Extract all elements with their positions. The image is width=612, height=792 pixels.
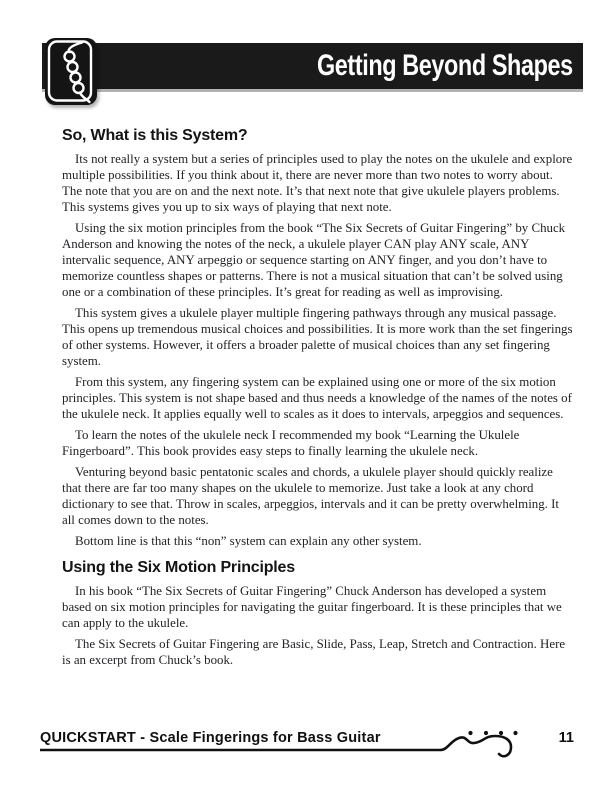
paragraph: Using the six motion principles from the book “The Six Secrets of Guitar Fingering” by Chuck Anderson and knowing the notes of the neck, a ukulele player CAN play ANY scale, ANY intervalic sequence, ANY arpeggio or sequence starting on ANY finger, and you don’t have to memorize countless shapes or patterns. There is not a musical situation that can’t be solved using one or a combination of these principles. It’s great for reading as well as improvising. (62, 221, 566, 299)
paragraph: Venturing beyond basic pentatonic scales and chords, a ukulele player should quickly realize that there are far too many shapes on the ukulele to memorize. Just take a look at any chord dictionary to see that. Throw in scales, arpeggios, intervals and it can be pretty overwhelming. It all comes down to the notes. (62, 465, 559, 527)
paragraph: This system gives a ukulele player multiple fingering pathways through any musical passage. This opens up tremendous musical choices and possibilities. It is more work than the set fingerings of other systems. However, it offers a broader palette of musical choices than any set fingering system. (62, 306, 573, 368)
chapter-header-bar (42, 43, 583, 89)
section-heading-what-is-this-system: So, What is this System? (62, 127, 248, 144)
paragraph: The Six Secrets of Guitar Fingering are Basic, Slide, Pass, Leap, Stretch and Contraction. Here is an excerpt from Chuck’s book. (62, 637, 566, 667)
paragraph: In his book “The Six Secrets of Guitar Fingering” Chuck Anderson has developed a system based on six motion principles for navigating the guitar fingerboard. It is these principles that we can apply to the ukulele. (62, 584, 562, 630)
page-number: 11 (558, 730, 574, 746)
paragraph: Its not really a system but a series of principles used to play the notes on the ukulele and explore multiple possibilities. If you think about it, there are never more than two notes to worry about. The note that you are on and the next note. It’s that next note that give ukulele players problems. This systems gives you up to six ways of playing that next note. (62, 152, 573, 214)
guitar-body-silhouette-icon (40, 725, 532, 765)
paragraph: Bottom line is that this “non” system can explain any other system. (75, 534, 422, 548)
paragraph: To learn the notes of the ukulele neck I recommended my book “Learning the Ukulele Fingerboard”. This book provides easy steps to finally learning the ukulele neck. (62, 428, 520, 458)
chapter-title: Getting Beyond Shapes (317, 49, 573, 82)
headstock-book-icon (45, 38, 97, 105)
paragraph: From this system, any fingering system can be explained using one or more of the six motion principles. This system is not shape based and thus needs a knowledge of the names of the notes of the ukulele neck. It applies equally well to scales as it does to intervals, arpeggios and sequences. (62, 375, 572, 421)
page-content (62, 126, 575, 673)
section-heading-six-motion-principles: Using the Six Motion Principles (62, 559, 295, 576)
footer-series-title: QUICKSTART - Scale Fingerings for Bass Guitar (40, 730, 381, 746)
